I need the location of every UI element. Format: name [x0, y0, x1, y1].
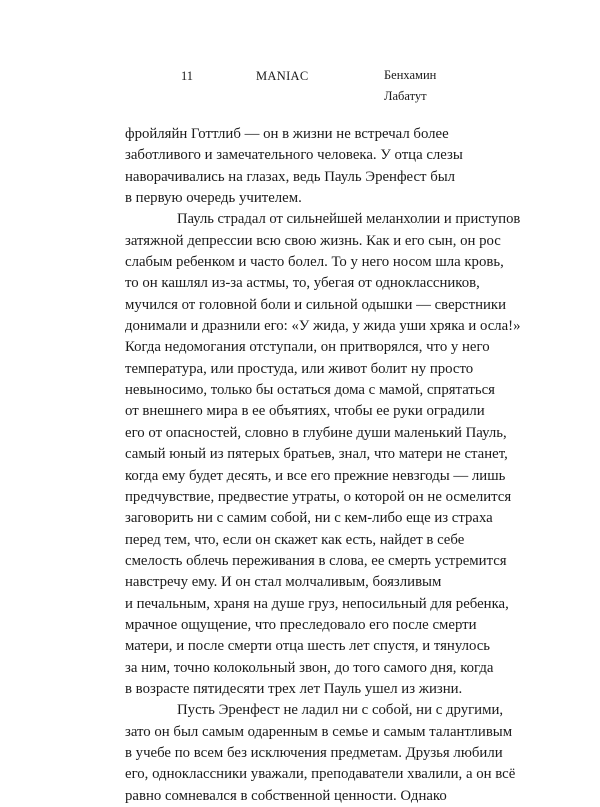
text-line: Пауль страдал от сильнейшей меланхолии и приступов	[177, 211, 521, 228]
text-line: зато он был самым одаренным в семье и самым талантливым	[125, 723, 513, 740]
text-line: невыносимо, только бы остаться дома с мамой, спрятаться	[125, 382, 495, 399]
text-line: Когда недомогания отступали, он притворялся, что у него	[125, 339, 490, 356]
text-line: в учебе по всем без исключения предметам. Друзья любили	[125, 744, 503, 761]
text-line: матери, и после смерти отца шесть лет спустя, и тянулось	[125, 638, 491, 655]
text-line: предчувствие, предвестие утраты, о которой он не осмелится	[125, 488, 512, 505]
text-line: донимали и дразнили его: «У жида, у жида уши хряка и осла!»	[125, 318, 521, 335]
page-number: 11	[181, 69, 194, 83]
text-line: его от опасностей, словно в глубине души маленький Пауль,	[125, 424, 507, 441]
text-line: заботливого и замечательного человека. У отца слезы	[125, 147, 463, 164]
text-line: Пусть Эренфест не ладил ни с собой, ни с другими,	[177, 702, 504, 719]
text-line: и печальным, храня на душе груз, непосильный для ребенка,	[125, 595, 509, 612]
text-line: навстречу ему. И он стал молчаливым, боязливым	[125, 574, 442, 591]
text-line: смелость облечь переживания в слова, ее смерть устремится	[125, 552, 507, 569]
author-first-name: Бенхамин	[384, 68, 437, 82]
text-line: температура, или простуда, или живот болит ну просто	[125, 360, 474, 377]
book-title: MANIAC	[256, 69, 309, 83]
running-header	[0, 69, 600, 109]
text-line: от внешнего мира в ее объятиях, чтобы ее руки оградили	[125, 403, 485, 420]
text-line: в первую очередь учителем.	[125, 190, 302, 207]
text-line: наворачивались на глазах, ведь Пауль Эренфест был	[125, 168, 456, 185]
text-line: заговорить ни с самим собой, ни с кем-либо еще из страха	[125, 510, 493, 527]
text-line: то он кашлял из-за астмы, то, убегая от одноклассников,	[125, 275, 480, 292]
text-line: в возрасте пятидесяти трех лет Пауль ушел из жизни.	[125, 680, 463, 697]
text-line: равно сомневался в собственной ценности. Однако	[125, 787, 447, 804]
text-line: его, одноклассники уважали, преподаватели хвалили, а он всё	[125, 766, 516, 783]
text-line: за ним, точно колокольный звон, до того самого дня, когда	[125, 659, 494, 676]
text-line: фройляйн Готтлиб — он в жизни не встречал более	[125, 126, 449, 142]
author-last-name: Лабатут	[384, 89, 427, 103]
text-line: мрачное ощущение, что преследовало его после смерти	[125, 616, 477, 633]
body-text	[125, 124, 521, 807]
text-line: самый юный из пятерых братьев, знал, что матери не станет,	[125, 446, 508, 463]
author-name	[384, 65, 454, 107]
text-line: когда ему будет десять, и все его прежние невзгоды — лишь	[125, 467, 506, 484]
text-line: слабым ребенком и часто болел. То у него носом шла кровь,	[125, 254, 504, 271]
text-line: затяжной депрессии всю свою жизнь. Как и его сын, он рос	[125, 232, 501, 249]
text-line: перед тем, что, если он скажет как есть, найдет в себе	[125, 531, 465, 548]
text-line: мучился от головной боли и сильной одышки — сверстники	[125, 296, 507, 313]
